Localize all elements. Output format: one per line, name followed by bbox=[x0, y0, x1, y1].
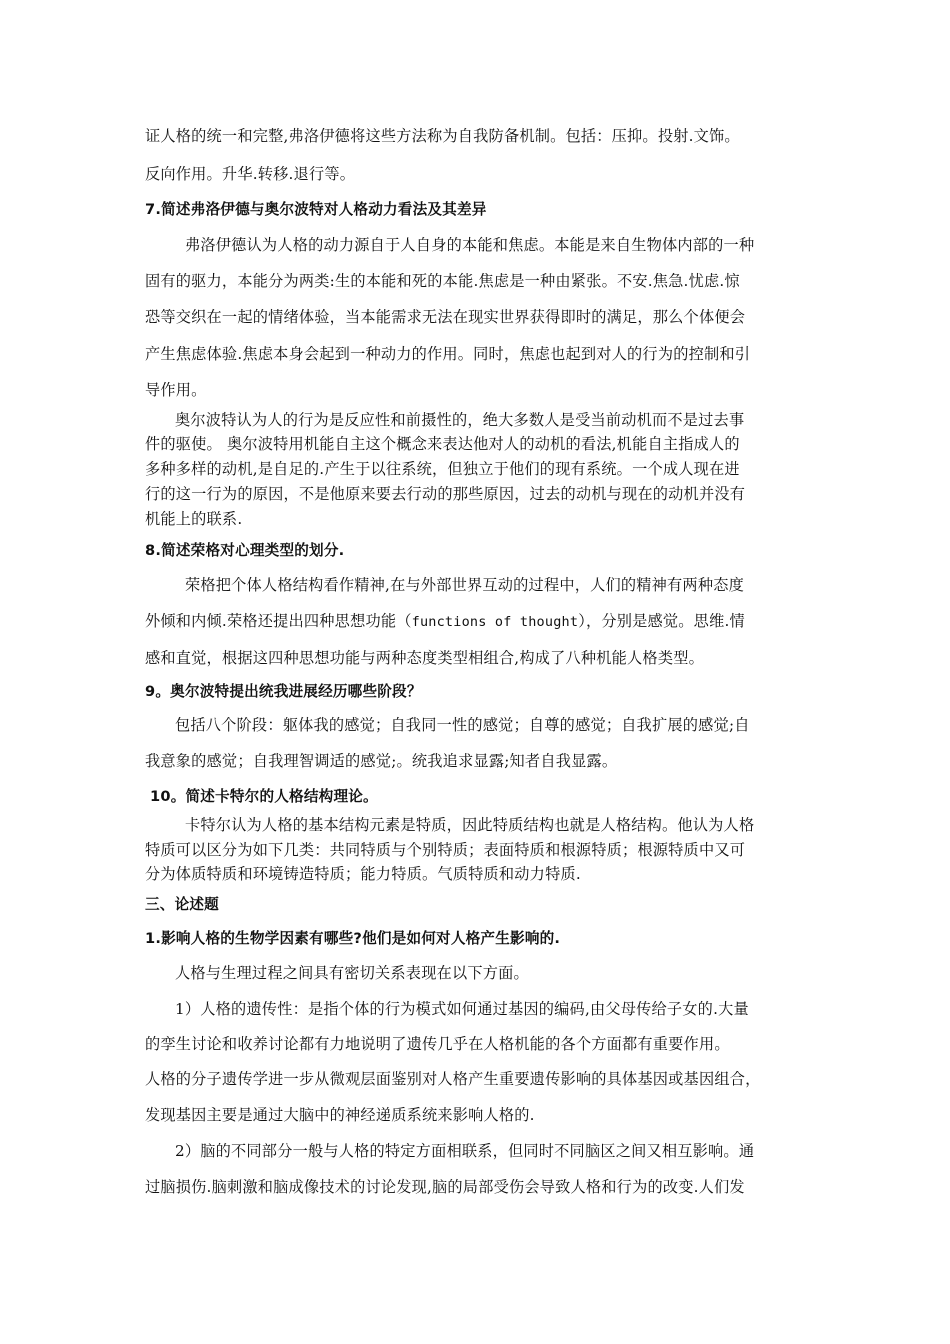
section-heading: 1.影响人格的生物学因素有哪些?他们是如何对人格产生影响的. bbox=[145, 930, 561, 947]
text-line: 反向作用。升华.转移.退行等。 bbox=[145, 165, 356, 183]
text-line: 固有的驱力，本能分为两类:生的本能和死的本能.焦虑是一种由紧张。不安.焦急.忧虑.惊 bbox=[145, 272, 740, 290]
text-line: 过脑损伤.脑刺激和脑成像技术的讨论发现,脑的局部受伤会导致人格和行为的改变.人们发 bbox=[145, 1178, 745, 1196]
text-line: 2）脑的不同部分一般与人格的特定方面相联系，但同时不同脑区之间又相互影响。通 bbox=[175, 1142, 755, 1160]
text-line: 感和直觉，根据这四种思想功能与两种态度类型相组合,构成了八种机能人格类型。 bbox=[145, 649, 704, 667]
text-line: 恐等交织在一起的情绪体验，当本能需求无法在现实世界获得即时的满足，那么个体便会 bbox=[145, 308, 746, 326]
text-line: 卡特尔认为人格的基本结构元素是特质，因此特质结构也就是人格结构。他认为人格 bbox=[185, 816, 755, 834]
text-line: 特质可以区分为如下几类：共同特质与个别特质；表面特质和根源特质；根源特质中又可 bbox=[145, 841, 746, 859]
section-heading: 三、论述题 bbox=[145, 896, 219, 913]
text-segment: ），分别是感觉。思维.情 bbox=[578, 612, 745, 630]
text-line: 荣格把个体人格结构看作精神,在与外部世界互动的过程中，人们的精神有两种态度 bbox=[185, 576, 744, 594]
text-line: 人格的分子遗传学进一步从微观层面鉴别对人格产生重要遗传影响的具体基因或基因组合， bbox=[145, 1070, 761, 1088]
text-line: 弗洛伊德认为人格的动力源自于人自身的本能和焦虑。本能是来自生物体内部的一种 bbox=[185, 236, 755, 254]
text-line: 分为体质特质和环境铸造特质；能力特质。气质特质和动力特质. bbox=[145, 865, 581, 883]
text-line: 导作用。 bbox=[145, 381, 207, 399]
text-line: 行的这一行为的原因，不是他原来要去行动的那些原因，过去的动机与现在的动机并没有 bbox=[145, 485, 746, 503]
text-line: 包括八个阶段：躯体我的感觉；自我同一性的感觉；自尊的感觉；自我扩展的感觉;自 bbox=[175, 716, 750, 734]
section-heading: 10。简述卡特尔的人格结构理论。 bbox=[150, 788, 378, 805]
text-line: 机能上的联系. bbox=[145, 510, 243, 528]
text-line: 产生焦虑体验.焦虑本身会起到一种动力的作用。同时，焦虑也起到对人的行为的控制和引 bbox=[145, 345, 751, 363]
text-line: 的孪生讨论和收养讨论都有力地说明了遗传几乎在人格机能的各个方面都有重要作用。 bbox=[145, 1035, 730, 1053]
text-line: 证人格的统一和完整,弗洛伊德将这些方法称为自我防备机制。包括：压抑。投射.文饰。 bbox=[145, 127, 740, 145]
section-heading: 9。奥尔波特提出统我进展经历哪些阶段？ bbox=[145, 683, 422, 700]
text-line: 件的驱使。 奥尔波特用机能自主这个概念来表达他对人的动机的看法,机能自主指成人的 bbox=[145, 435, 740, 453]
section-heading: 8.简述荣格对心理类型的划分. bbox=[145, 542, 345, 559]
text-line: 多种多样的动机,是自足的.产生于以往系统，但独立于他们的现有系统。一个成人现在进 bbox=[145, 460, 740, 478]
text-line bbox=[145, 610, 810, 633]
text-line: 我意象的感觉；自我理智调适的感觉;。统我追求显露;知者自我显露。 bbox=[145, 752, 618, 770]
text-line: 发现基因主要是通过大脑中的神经递质系统来影响人格的. bbox=[145, 1106, 535, 1124]
text-line: 人格与生理过程之间具有密切关系表现在以下方面。 bbox=[175, 964, 529, 982]
section-heading: 7.简述弗洛伊德与奥尔波特对人格动力看法及其差异 bbox=[145, 201, 487, 218]
text-segment-latin: functions of thought bbox=[411, 614, 579, 630]
text-line: 奥尔波特认为人的行为是反应性和前摄性的，绝大多数人是受当前动机而不是过去事 bbox=[175, 411, 745, 429]
text-line: 1）人格的遗传性：是指个体的行为模式如何通过基因的编码,由父母传给子女的.大量 bbox=[175, 1000, 749, 1018]
text-segment: 外倾和内倾.荣格还提出四种思想功能（ bbox=[145, 612, 412, 630]
